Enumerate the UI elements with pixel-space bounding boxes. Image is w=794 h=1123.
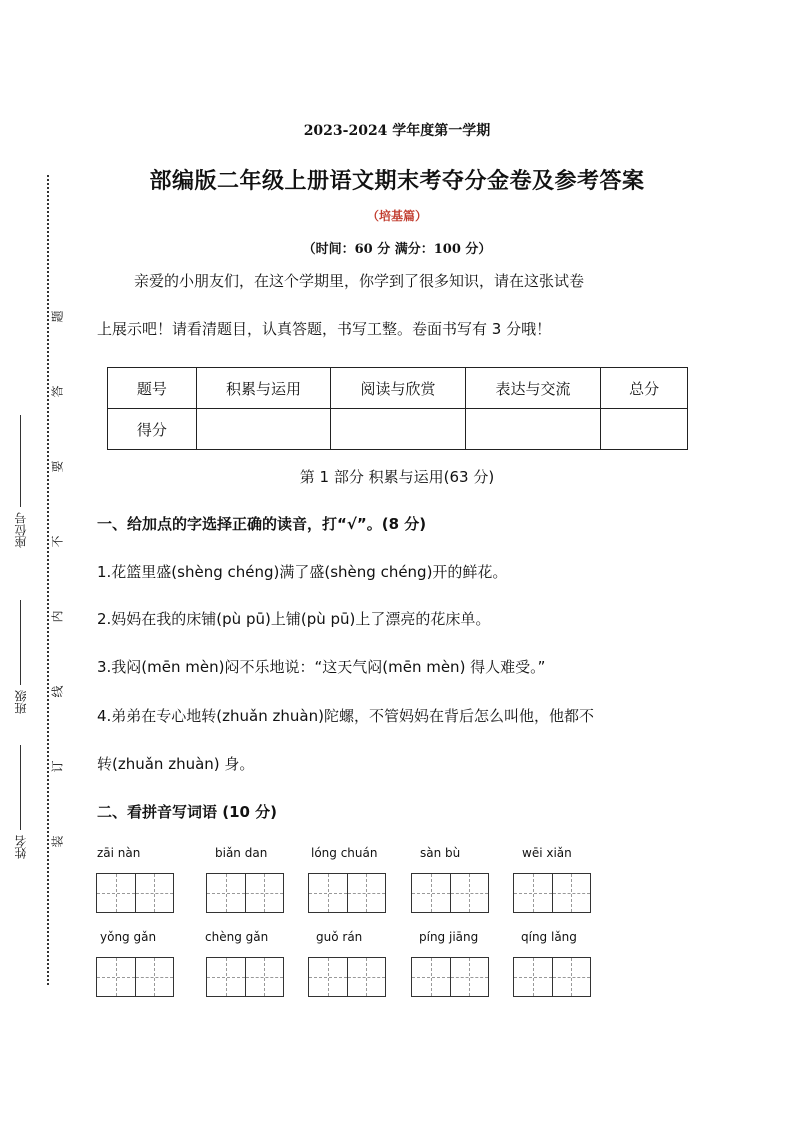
seat-number-label: 座位号 [14, 512, 28, 548]
score-cell[interactable] [196, 409, 331, 450]
writing-grid[interactable] [308, 957, 386, 997]
score-cell[interactable] [601, 409, 688, 450]
pinyin-label: qíng lǎng [521, 930, 577, 944]
name-label: 姓名 [14, 835, 28, 859]
table-header-cell: 阅读与欣赏 [331, 368, 466, 409]
writing-grid[interactable] [411, 957, 489, 997]
binding-char: 内 [50, 610, 65, 623]
writing-grid[interactable] [513, 957, 591, 997]
exam-subtitle: （培基篇） [366, 209, 427, 223]
table-header-cell: 积累与运用 [196, 368, 331, 409]
table-header-cell: 表达与交流 [465, 368, 601, 409]
pinyin-label: sàn bù [420, 846, 461, 860]
section-2-heading: 二、看拼音写词语 (10 分) [97, 803, 278, 821]
pinyin-label: yǒng gǎn [100, 930, 157, 944]
binding-char: 题 [50, 310, 65, 323]
pinyin-label: wēi xiǎn [522, 846, 572, 860]
seat-number-blank [20, 415, 21, 507]
time-info: （时间：60 分 满分：100 分） [302, 242, 492, 257]
binding-char: 要 [50, 460, 65, 473]
class-label: 班级 [14, 690, 28, 714]
score-table [107, 367, 688, 450]
table-header-cell: 总分 [601, 368, 688, 409]
binding-char: 不 [50, 535, 65, 548]
pinyin-label: biǎn dan [215, 846, 268, 860]
binding-char: 订 [50, 760, 65, 773]
name-blank [20, 745, 21, 830]
part-1-heading: 第 1 部分 积累与运用(63 分) [299, 468, 495, 486]
binding-char: 线 [50, 685, 65, 698]
score-cell[interactable] [465, 409, 601, 450]
class-blank [20, 600, 21, 685]
table-row [108, 368, 688, 409]
pinyin-label: lóng chuán [311, 846, 378, 860]
intro-line-2: 上展示吧！请看清题目，认真答题，书写工整。卷面书写有 3 分哦！ [97, 320, 552, 338]
score-cell[interactable] [331, 409, 466, 450]
question-1: 1.花篮里盛(shèng chéng)满了盛(shèng chéng)开的鲜花。 [97, 563, 508, 581]
question-4-line-1: 4.弟弟在专心地转(zhuǎn zhuàn)陀螺，不管妈妈在背后怎么叫他，他都不 [97, 707, 594, 725]
question-4-line-2: 转(zhuǎn zhuàn) 身。 [97, 755, 255, 773]
writing-grid[interactable] [96, 957, 174, 997]
pinyin-label: guǒ rán [316, 930, 363, 944]
school-year: 2023-2024 学年度第一学期 [303, 123, 491, 139]
intro-line-1: 亲爱的小朋友们，在这个学期里，你学到了很多知识，请在这张试卷 [134, 272, 585, 290]
table-cell-label: 得分 [108, 409, 197, 450]
writing-grid[interactable] [206, 873, 284, 913]
question-3: 3.我闷(mēn mèn)闷不乐地说：“这天气闷(mēn mèn) 得人难受。” [97, 658, 546, 676]
writing-grid[interactable] [308, 873, 386, 913]
pinyin-label: zāi nàn [97, 846, 141, 860]
writing-grid[interactable] [513, 873, 591, 913]
writing-grid[interactable] [411, 873, 489, 913]
section-1-heading: 一、给加点的字选择正确的读音，打“√”。(8 分) [97, 515, 427, 533]
writing-grid[interactable] [96, 873, 174, 913]
pinyin-label: chèng gǎn [205, 930, 269, 944]
question-2: 2.妈妈在我的床铺(pù pū)上铺(pù pū)上了漂亮的花床单。 [97, 610, 491, 628]
binding-char: 装 [50, 835, 65, 848]
table-header-cell: 题号 [108, 368, 197, 409]
binding-char: 答 [50, 385, 65, 398]
exam-title: 部编版二年级上册语文期末考夺分金卷及参考答案 [149, 168, 645, 194]
writing-grid[interactable] [206, 957, 284, 997]
table-row [108, 409, 688, 450]
binding-dotted-line [47, 175, 49, 985]
pinyin-label: píng jiāng [419, 930, 479, 944]
